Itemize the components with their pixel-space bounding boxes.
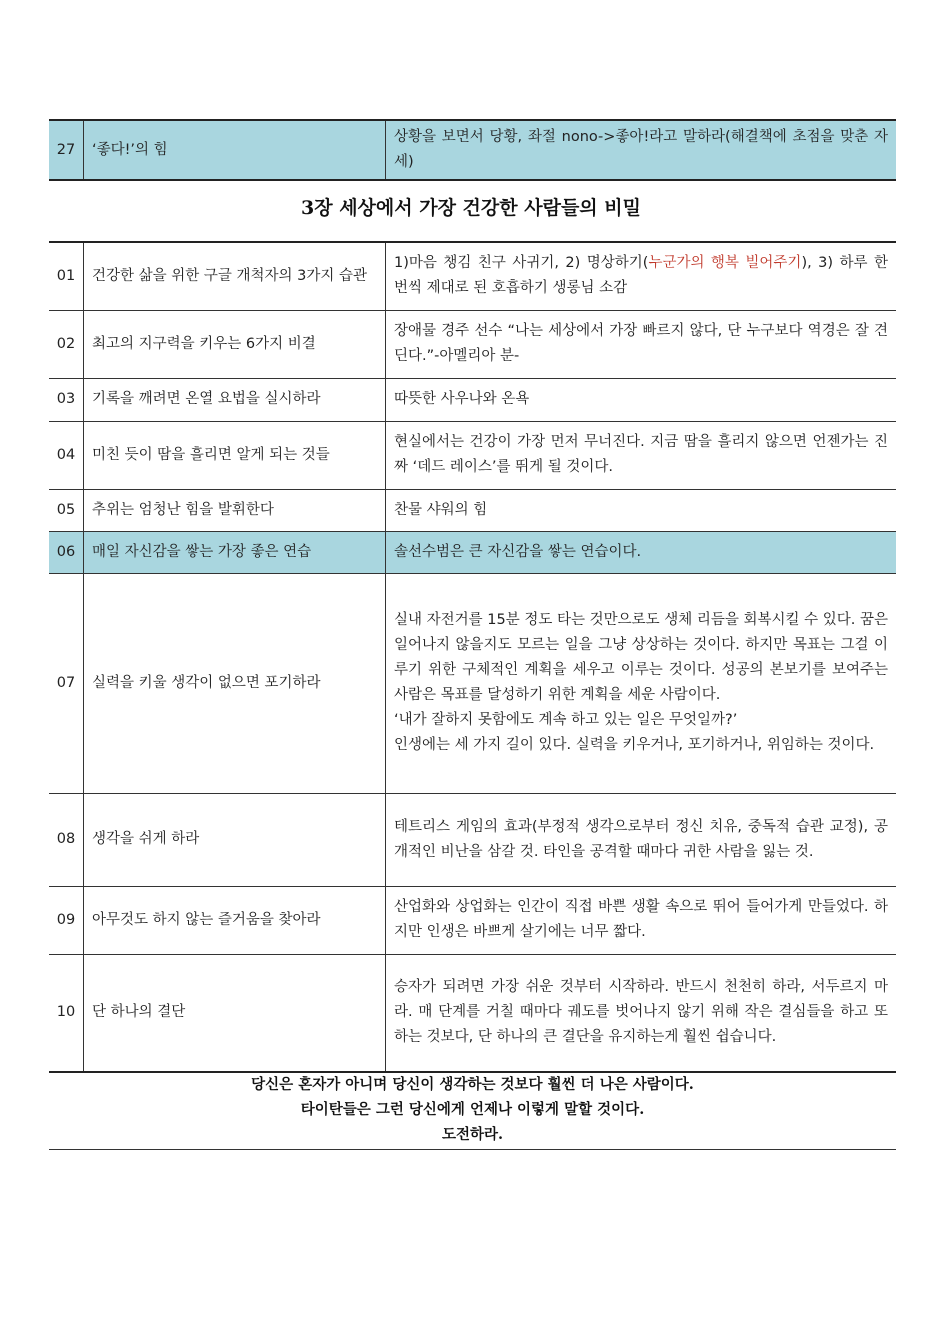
table-row [49, 242, 896, 310]
table-row [49, 573, 896, 793]
table-row [49, 954, 896, 1072]
row-number: 05 [49, 489, 84, 531]
row-number: 06 [49, 531, 84, 573]
row-title: 매일 자신감을 쌓는 가장 좋은 연습 [84, 531, 386, 573]
row-title: 아무것도 하지 않는 즐거움을 찾아라 [84, 886, 386, 954]
table-row [49, 793, 896, 886]
chapter-title: 3장 세상에서 가장 건강한 사람들의 비밀 [301, 197, 641, 219]
row-number: 07 [49, 573, 84, 793]
row-title: 기록을 깨려면 온열 요법을 실시하라 [84, 378, 386, 421]
row-description: 테트리스 게임의 효과(부정적 생각으로부터 정신 치유, 중독적 습관 교정), 공개적인 비난을 삼갈 것. 타인을 공격할 때마다 귀한 사람을 잃는 것. [386, 793, 897, 886]
row-title: 미친 듯이 땀을 흘리면 알게 되는 것들 [84, 421, 386, 489]
table-row [49, 886, 896, 954]
table-row [49, 310, 896, 378]
closing-line: 도전하라. [441, 1126, 504, 1143]
row-title: 실력을 키울 생각이 없으면 포기하라 [84, 573, 386, 793]
row-description: 찬물 샤워의 힘 [386, 489, 897, 531]
row-description: 현실에서는 건강이 가장 먼저 무너진다. 지금 땀을 흘리지 않으면 언젠가는 진짜 ‘데드 레이스’를 뛰게 될 것이다. [386, 421, 897, 489]
row-number: 01 [49, 242, 84, 310]
row-description [386, 573, 897, 793]
row-description: 따뜻한 사우나와 온욕 [386, 378, 897, 421]
closing-line: 당신은 혼자가 아니며 당신이 생각하는 것보다 훨씬 더 나은 사람이다. [251, 1076, 694, 1093]
row-title: 추위는 엄청난 힘을 발휘한다 [84, 489, 386, 531]
table-row [49, 489, 896, 531]
row-number: 04 [49, 421, 84, 489]
row-description: 장애물 경주 선수 “나는 세상에서 가장 빠르지 않다, 단 누구보다 역경은 잘 견딘다.”-아멜리아 분- [386, 310, 897, 378]
row-number: 09 [49, 886, 84, 954]
row-description: 솔선수범은 큰 자신감을 쌓는 연습이다. [386, 531, 897, 573]
row-title: 최고의 지구력을 키우는 6가지 비결 [84, 310, 386, 378]
table-row [49, 120, 896, 180]
chapter-table [49, 241, 896, 1073]
row-description: 상황을 보면서 당황, 좌절 nono->좋아!라고 말하라(해결책에 초점을 맞춘 자세) [386, 120, 897, 180]
row-number: 02 [49, 310, 84, 378]
closing-line: 타이탄들은 그런 당신에게 언제나 이렇게 말할 것이다. [300, 1101, 645, 1118]
row-description: 승자가 되려면 가장 쉬운 것부터 시작하라. 반드시 천천히 하라, 서두르지 마라. 매 단계를 거칠 때마다 궤도를 벗어나지 않기 위해 작은 결심들을 하고 또 하는 것보다, 단 하나의 큰 결단을 유지하는게 훨씬 쉽습니다. [386, 954, 897, 1072]
description-text: 1)마음 챙김 친구 사귀기, 2) 명상하기( [394, 255, 649, 272]
description-paragraph: ‘내가 잘하지 못함에도 계속 하고 있는 일은 무엇일까?’ [394, 712, 738, 728]
intro-table [49, 119, 896, 181]
row-title: 생각을 쉬게 하라 [84, 793, 386, 886]
row-title: 건강한 삶을 위한 구글 개척자의 3가지 습관 [84, 242, 386, 310]
description-paragraph: 실내 자전거를 15분 정도 타는 것만으로도 생체 리듬을 회복시킬 수 있다. 꿈은 일어나지 않을지도 모르는 일을 그냥 상상하는 것이다. 하지만 목표는 그걸 이루기 위한 구체적인 계획을 세우고 이루는 것이다. 성공의 본보기를 보여주는 사람은 목표를 달성하기 위한 계획을 세운 사람이다. [394, 612, 888, 703]
row-description: 산업화와 상업화는 인간이 직접 바쁜 생활 속으로 뛰어 들어가게 만들었다. 하지만 인생은 바쁘게 살기에는 너무 짧다. [386, 886, 897, 954]
row-title: 단 하나의 결단 [84, 954, 386, 1072]
row-number: 03 [49, 378, 84, 421]
table-row [49, 531, 896, 573]
row-number: 10 [49, 954, 84, 1072]
emphasis-text: 누군가의 행복 빌어주기 [648, 255, 802, 272]
row-description [386, 242, 897, 310]
table-row [49, 421, 896, 489]
description-text: ), 3) 하루 한 번씩 제대로 된 호흡하기 생롱님 소감 [394, 255, 888, 297]
row-number: 27 [49, 120, 84, 180]
row-title: ‘좋다!’의 힘 [84, 120, 386, 180]
closing-message [49, 1072, 896, 1150]
description-paragraph: 인생에는 세 가지 길이 있다. 실력을 키우거나, 포기하거나, 위임하는 것이다. [394, 737, 875, 753]
table-row [49, 378, 896, 421]
row-number: 08 [49, 793, 84, 886]
